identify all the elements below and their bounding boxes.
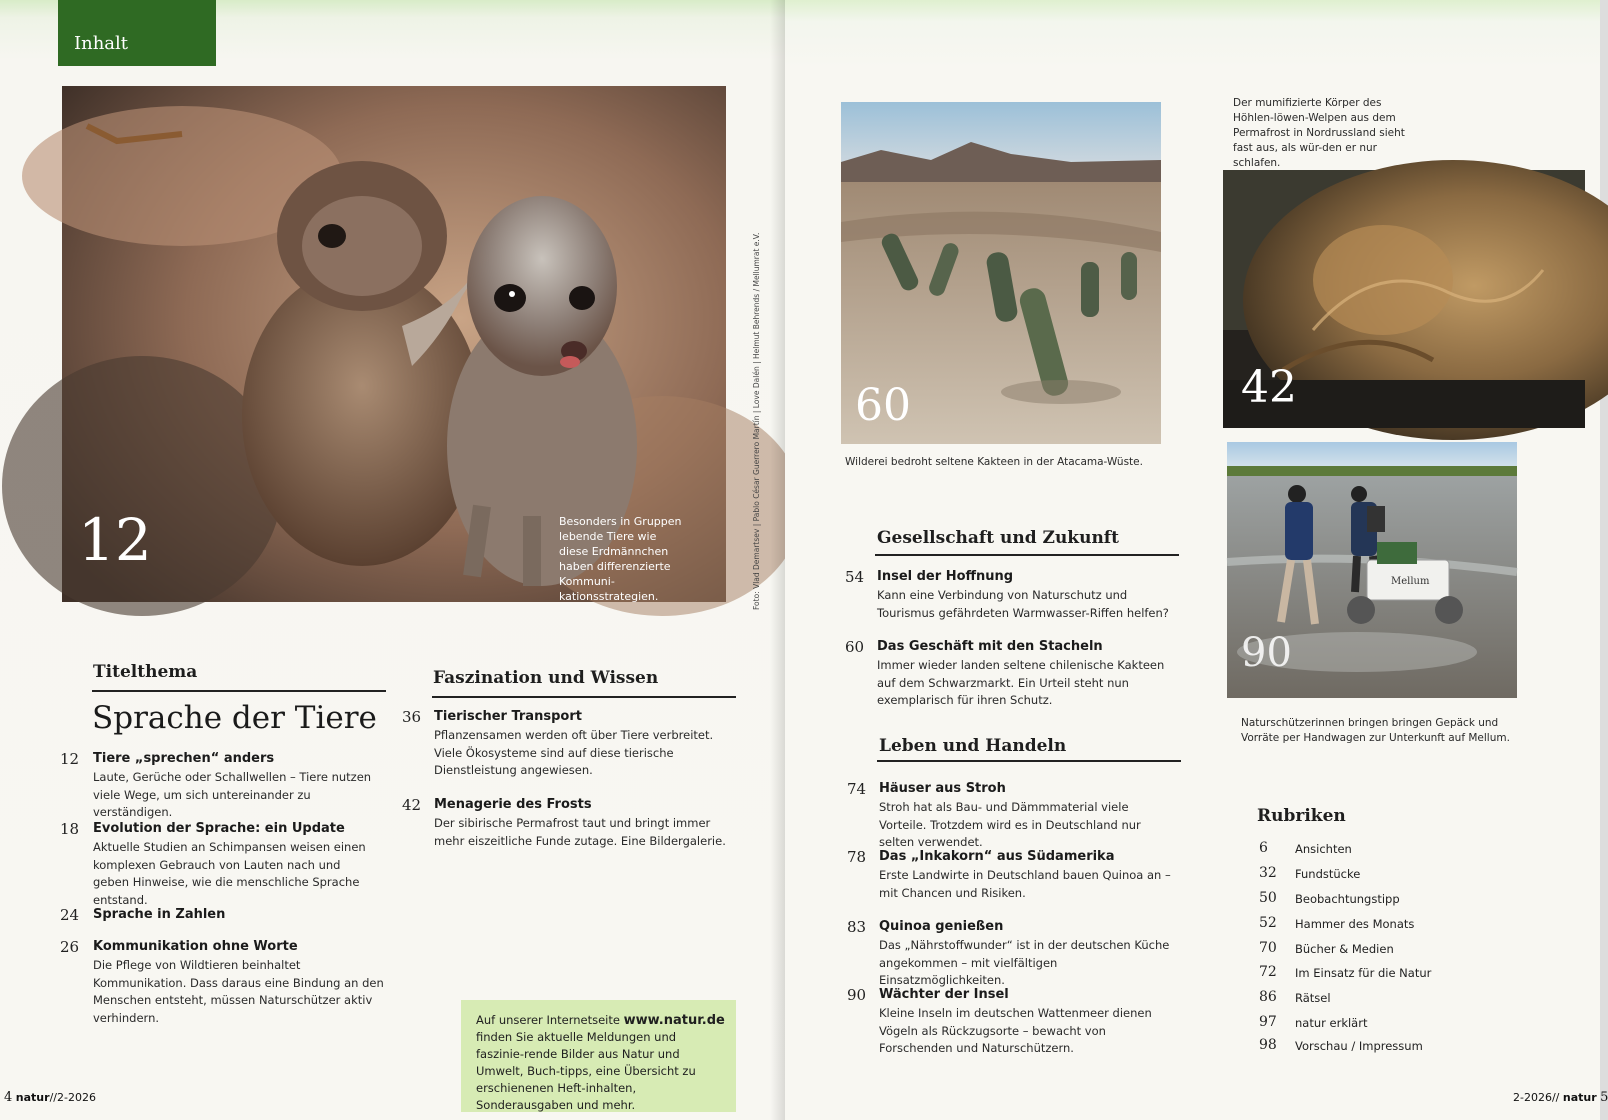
entry-description: Kleine Inseln im deutschen Wattenmeer dienen Vögeln als Rückzugsorte – bewacht von Forschenden und Naturschützern. <box>879 1006 1152 1055</box>
toc-entry[interactable] <box>847 918 1187 987</box>
rubrik-item[interactable] <box>1259 940 1479 964</box>
entry-description: Die Pflege von Wildtieren beinhaltet Kommunikation. Dass daraus eine Bindung an den Menschen entsteht, müssen Naturschützer aktiv verhindern. <box>93 958 384 1025</box>
toc-entry[interactable] <box>845 638 1185 716</box>
folio-issue: //2-2026 <box>49 1091 96 1104</box>
toc-entry[interactable] <box>847 780 1187 849</box>
entry-description: Aktuelle Studien an Schimpansen weisen einen komplexen Gebrauch von Lauten nach und geben Hinweise, wie die menschliche Sprache entstand. <box>93 840 366 907</box>
photo-number-12: 12 <box>78 506 152 574</box>
lion-cub-photo <box>1223 170 1585 428</box>
atacama-photo <box>841 102 1161 444</box>
rubrik-page-number: 52 <box>1259 915 1277 931</box>
entry-page-number: 26 <box>60 938 80 956</box>
photo-number-90: 90 <box>1241 630 1292 676</box>
leben-label: Leben und Handeln <box>879 736 1067 756</box>
left-page <box>0 0 785 1120</box>
entry-page-number: 83 <box>847 918 867 936</box>
entry-title: Evolution der Sprache: ein Update <box>93 821 345 836</box>
cart-label: Mellum <box>1391 576 1430 587</box>
page-folio-right <box>1513 1090 1608 1105</box>
entry-page-number: 12 <box>60 750 80 768</box>
gesellschaft-label: Gesellschaft und Zukunft <box>877 528 1119 548</box>
rubrik-label: Bücher & Medien <box>1295 942 1394 956</box>
photo-caption-atacama: Wilderei bedroht seltene Kakteen in der Atacama-Wüste. <box>845 456 1143 468</box>
photo-number-60: 60 <box>855 380 911 431</box>
meerkat-photo <box>62 86 726 602</box>
toc-entry[interactable] <box>402 708 732 786</box>
folio-brand: natur <box>15 1091 50 1104</box>
folio-issue: 2-2026// <box>1513 1091 1560 1104</box>
rubrik-label: Vorschau / Impressum <box>1295 1039 1423 1053</box>
titelthema-title: Sprache der Tiere <box>92 700 377 736</box>
rubrik-label: Fundstücke <box>1295 867 1361 881</box>
toc-entry[interactable] <box>60 820 380 907</box>
gesellschaft-rule <box>875 554 1179 556</box>
rubrik-label: Rätsel <box>1295 991 1331 1005</box>
rubrik-item[interactable] <box>1259 865 1479 889</box>
entry-description: Pflanzensamen werden oft über Tiere verbreitet. Viele Ökosysteme sind auf diese tierische Dienstleistung angewiesen. <box>434 728 714 777</box>
toc-entry[interactable] <box>60 938 384 1025</box>
entry-title: Sprache in Zahlen <box>93 907 226 922</box>
rubrik-item[interactable] <box>1259 840 1479 864</box>
entry-title: Tiere „sprechen“ anders <box>93 751 275 766</box>
website-box-post: finden Sie aktuelle Meldungen und faszinie-rende Bilder aus Natur und Umwelt, Buch-tipps, eine Übersicht zu erschienenen Heft-inhalten, Sonderausgaben und mehr. <box>476 1030 696 1112</box>
entry-page-number: 24 <box>60 906 80 924</box>
toc-entry[interactable] <box>60 906 380 928</box>
entry-page-number: 74 <box>847 780 867 798</box>
rubriken-list <box>1259 840 1489 1060</box>
entry-title: Tierischer Transport <box>434 709 582 724</box>
entry-description: Immer wieder landen seltene chilenische Kakteen auf dem Schwarzmarkt. Ein Urteil steht nun exemplarisch für ihren Schutz. <box>877 658 1165 707</box>
entry-title: Das „Inkakorn“ aus Südamerika <box>879 849 1115 864</box>
entry-page-number: 42 <box>402 796 422 814</box>
entry-page-number: 18 <box>60 820 80 838</box>
folio-brand: natur <box>1562 1091 1597 1104</box>
folio-page-number: 4 <box>4 1090 13 1105</box>
rubrik-label: Ansichten <box>1295 842 1352 856</box>
photo-credit: Foto: Vlad Demartsev | Pablo César Guerrero Martín | Love Dalén | Helmut Behrends / Mellumrat e.V. <box>752 232 761 610</box>
photo-caption-mellum: Naturschützerinnen bringen bringen Gepäck und Vorräte per Handwagen zur Unterkunft auf Mellum. <box>1241 717 1510 744</box>
mellum-photo <box>1227 442 1517 698</box>
toc-entry[interactable] <box>845 568 1185 628</box>
rubrik-page-number: 32 <box>1259 865 1277 881</box>
folio-page-number: 5 <box>1600 1090 1608 1105</box>
page-folio-left <box>4 1090 96 1105</box>
entry-title: Häuser aus Stroh <box>879 781 1006 796</box>
rubrik-label: Beobachtungstipp <box>1295 892 1400 906</box>
entry-description: Der sibirische Permafrost taut und bringt immer mehr eiszeitliche Funde zutage. Eine Bildergalerie. <box>434 816 726 848</box>
rubrik-page-number: 72 <box>1259 964 1277 980</box>
rubrik-label: natur erklärt <box>1295 1016 1368 1030</box>
rubrik-label: Hammer des Monats <box>1295 917 1415 931</box>
rubrik-item[interactable] <box>1259 989 1479 1013</box>
toc-entry[interactable] <box>60 750 380 819</box>
faszination-label: Faszination und Wissen <box>433 668 659 688</box>
rubrik-page-number: 6 <box>1259 840 1268 856</box>
website-link[interactable]: www.natur.de <box>623 1013 725 1028</box>
rubrik-page-number: 70 <box>1259 940 1277 956</box>
entry-title: Das Geschäft mit den Stacheln <box>877 639 1103 654</box>
website-box-pre: Auf unserer Internetseite <box>476 1013 624 1027</box>
entry-page-number: 78 <box>847 848 867 866</box>
rubrik-page-number: 97 <box>1259 1014 1277 1030</box>
entry-title: Quinoa genießen <box>879 919 1004 934</box>
entry-title: Insel der Hoffnung <box>877 569 1014 584</box>
right-page <box>785 0 1608 1120</box>
titelthema-label: Titelthema <box>93 662 198 682</box>
entry-page-number: 36 <box>402 708 422 726</box>
website-box-text <box>476 1012 726 1114</box>
entry-description: Das „Nährstoffwunder“ ist in der deutschen Küche angekommen – mit vielfältigen Einsatzmöglichkeiten. <box>879 938 1170 987</box>
rubrik-page-number: 86 <box>1259 989 1277 1005</box>
rubrik-page-number: 50 <box>1259 890 1277 906</box>
titelthema-rule <box>92 690 386 692</box>
toc-entry[interactable] <box>847 986 1187 1064</box>
entry-title: Wächter der Insel <box>879 987 1009 1002</box>
entry-title: Menagerie des Frosts <box>434 797 592 812</box>
leben-rule <box>877 760 1181 762</box>
photo-caption-meerkats: Besonders in Gruppen lebende Tiere wie diese Erdmännchen haben differenzierte Kommuni-kationsstrategien. <box>559 515 682 603</box>
photo-number-42: 42 <box>1241 362 1297 413</box>
entry-description: Kann eine Verbindung von Naturschutz und Tourismus gefährdeten Warmwasser-Riffen helfen? <box>877 588 1169 620</box>
toc-entry[interactable] <box>402 796 732 856</box>
rubrik-page-number: 98 <box>1259 1037 1277 1053</box>
rubriken-label: Rubriken <box>1257 806 1346 826</box>
entry-page-number: 54 <box>845 568 865 586</box>
entry-page-number: 60 <box>845 638 865 656</box>
rubrik-item[interactable] <box>1259 1014 1479 1038</box>
section-tab: Inhalt <box>58 0 216 66</box>
entry-description: Erste Landwirte in Deutschland bauen Quinoa an – mit Chancen und Risiken. <box>879 868 1171 900</box>
rubrik-item[interactable] <box>1259 890 1479 914</box>
toc-entry[interactable] <box>847 848 1187 908</box>
rubrik-item[interactable] <box>1259 1037 1479 1061</box>
entry-description: Laute, Gerüche oder Schallwellen – Tiere nutzen viele Wege, um sich untereinander zu verständigen. <box>93 770 372 819</box>
entry-title: Kommunikation ohne Worte <box>93 939 298 954</box>
photo-caption-lion: Der mumifizierte Körper des Höhlen-löwen-Welpen aus dem Permafrost in Nordrussland sieht fast aus, als wür-den er nur schlafen. <box>1233 97 1405 169</box>
rubrik-item[interactable] <box>1259 915 1479 939</box>
rubrik-item[interactable] <box>1259 964 1479 988</box>
faszination-rule <box>432 696 736 698</box>
entry-page-number: 90 <box>847 986 867 1004</box>
entry-description: Stroh hat als Bau- und Dämmmaterial viele Vorteile. Trotzdem wird es in Deutschland nur selten verwendet. <box>879 800 1141 849</box>
rubrik-label: Im Einsatz für die Natur <box>1295 966 1432 980</box>
